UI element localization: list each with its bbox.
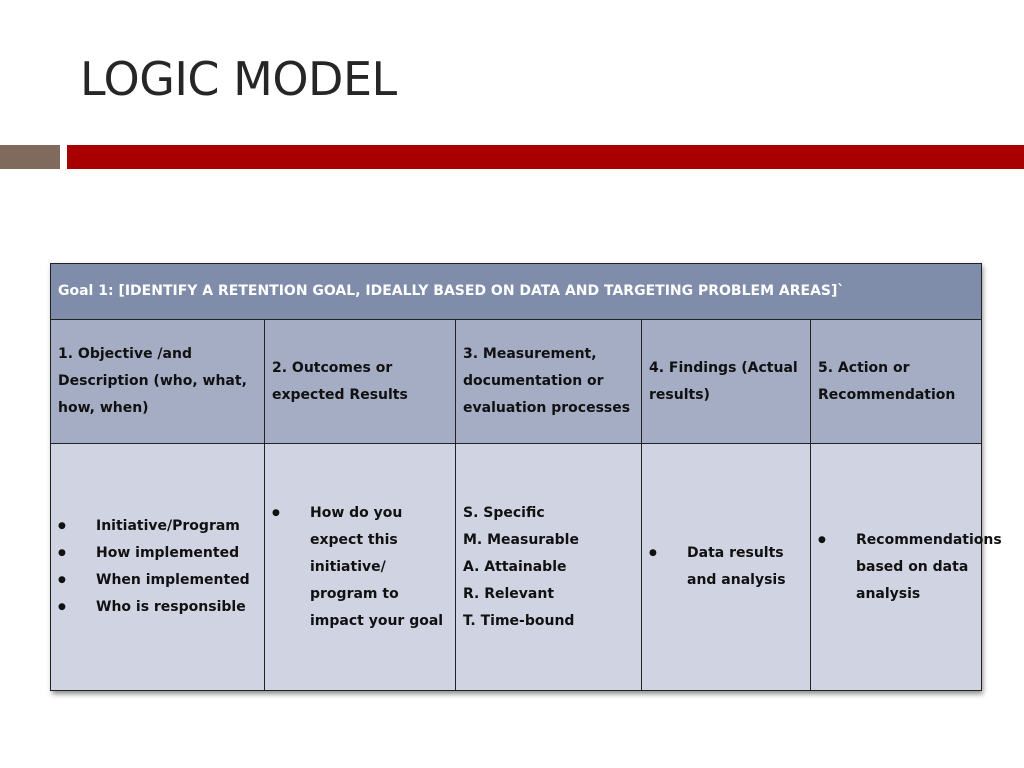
cell-measurement [456,444,642,691]
cell-objective [51,444,265,691]
cell-findings [642,444,811,691]
smart-line: S. Specific [463,504,545,521]
list-item: ● Who is responsible [58,594,257,621]
header-objective: 1. Objective /and Description (who, what, how, when) [51,320,265,444]
header-findings: 4. Findings (Actual results) [642,320,811,444]
goal-cell: Goal 1: [IDENTIFY A RETENTION GOAL, IDEALLY BASED ON DATA AND TARGETING PROBLEM AREAS]` [51,264,982,320]
logic-model-table [50,263,1002,691]
list-item: ● Recommendations based on data analysis [818,527,974,608]
header-measurement: 3. Measurement, documentation or evaluation processes [456,320,642,444]
list-item: ● How implemented [58,540,257,567]
slide-title: LOGIC MODEL [80,52,397,106]
header-outcomes: 2. Outcomes or expected Results [265,320,456,444]
header-action: 5. Action or Recommendation [811,320,982,444]
list-item: ● Data results and analysis [649,540,803,594]
cell-action [811,444,1002,691]
smart-line: T. Time-bound [463,612,575,629]
list-item: ● When implemented [58,567,257,594]
list-item: ● Initiative/Program [58,513,257,540]
smart-line: A. Attainable [463,558,567,575]
smart-line: M. Measurable [463,531,579,548]
accent-bar-brown [0,145,60,169]
accent-bar-red [67,145,1024,169]
cell-outcomes [265,444,456,691]
list-item: ● How do you expect this initiative/ program to impact your goal [272,500,448,635]
smart-line: R. Relevant [463,585,555,602]
